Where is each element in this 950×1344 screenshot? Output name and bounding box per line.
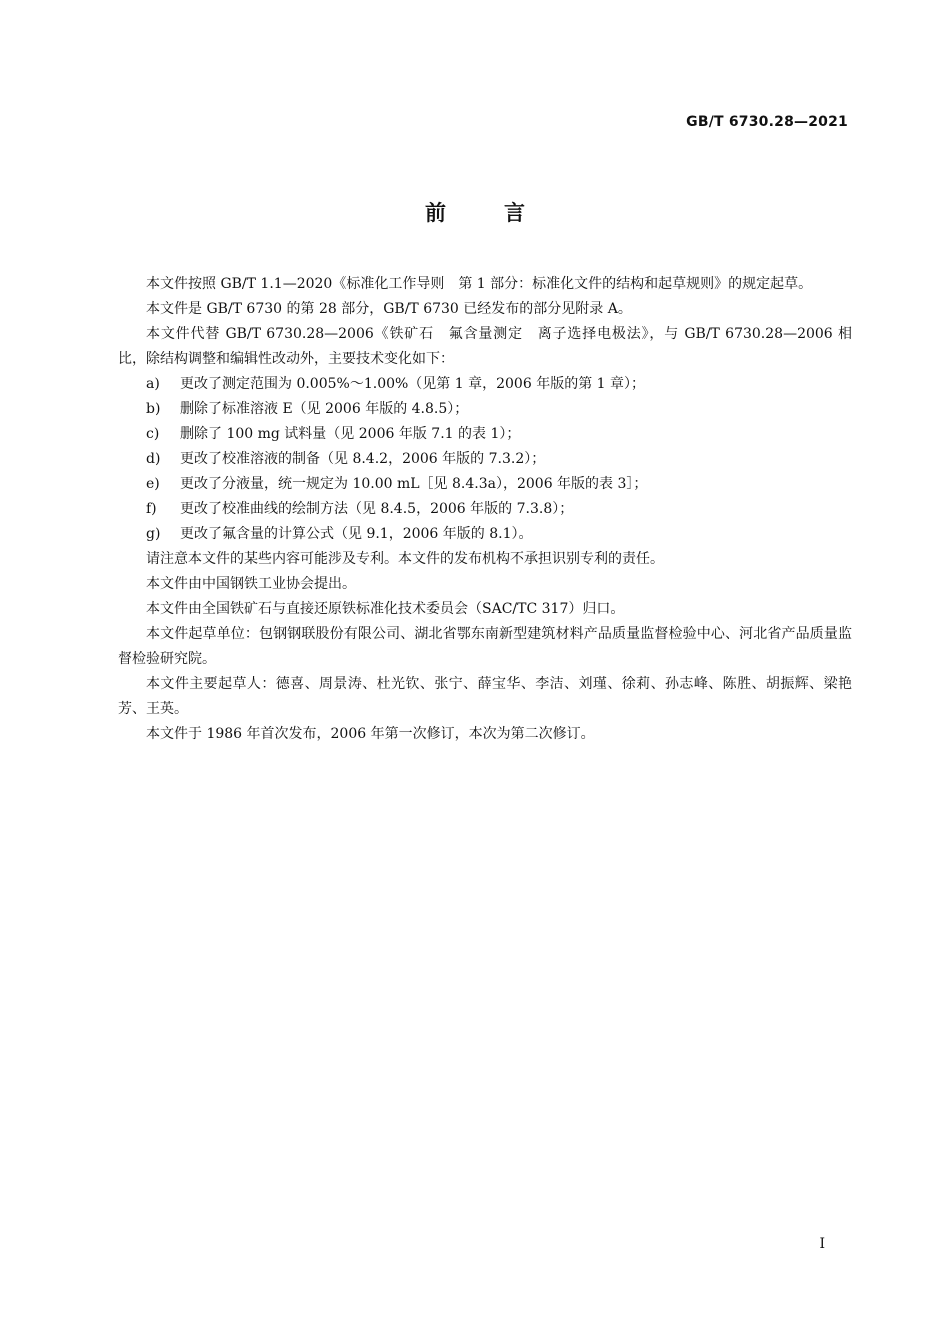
list-marker: e) <box>146 476 160 492</box>
paragraph-series-part: 本文件是 GB/T 6730 的第 28 部分，GB/T 6730 已经发布的部分见附录 A。 <box>146 301 632 317</box>
page-title: 前言 <box>425 201 583 225</box>
technical-changes-list <box>118 372 852 547</box>
list-text: 更改了测定范围为 0.005%～1.00%（见第 1 章，2006 年版的第 1 章）； <box>180 376 645 392</box>
list-text: 更改了分液量，统一规定为 10.00 mL［见 8.4.3a），2006 年版的表 3］； <box>180 476 648 492</box>
list-marker: b) <box>146 401 161 417</box>
list-item <box>118 397 852 422</box>
paragraph-proposer: 本文件由中国钢铁工业协会提出。 <box>146 576 356 592</box>
paragraph-drafting-rules: 本文件按照 GB/T 1.1—2020《标准化工作导则 第 1 部分：标准化文件的结构和起草规则》的规定起草。 <box>146 276 813 292</box>
document-body <box>118 272 852 747</box>
standard-number: GB/T 6730.28—2021 <box>686 114 848 130</box>
list-item <box>118 497 852 522</box>
paragraph-replacement: 本文件代替 GB/T 6730.28—2006《铁矿石 氟含量测定 离子选择电极法》，与 GB/T 6730.28—2006 相比，除结构调整和编辑性改动外，主要技术变化如下： <box>118 326 852 367</box>
paragraph-committee: 本文件由全国铁矿石与直接还原铁标准化技术委员会（SAC/TC 317）归口。 <box>146 601 625 617</box>
paragraph-patent-notice: 请注意本文件的某些内容可能涉及专利。本文件的发布机构不承担识别专利的责任。 <box>146 551 664 567</box>
list-text: 更改了校准曲线的绘制方法（见 8.4.5，2006 年版的 7.3.8）； <box>180 501 574 517</box>
list-item <box>118 472 852 497</box>
paragraph-history: 本文件于 1986 年首次发布，2006 年第一次修订，本次为第二次修订。 <box>146 726 595 742</box>
list-item <box>118 422 852 447</box>
list-text: 更改了校准溶液的制备（见 8.4.2，2006 年版的 7.3.2）； <box>180 451 546 467</box>
list-text: 删除了标准溶液 E（见 2006 年版的 4.8.5）； <box>180 401 469 417</box>
paragraph-drafting-units: 本文件起草单位：包钢钢联股份有限公司、湖北省鄂东南新型建筑材料产品质量监督检验中心、河北省产品质量监督检验研究院。 <box>118 626 852 667</box>
list-item <box>118 372 852 397</box>
list-text: 更改了氟含量的计算公式（见 9.1，2006 年版的 8.1）。 <box>180 526 533 542</box>
list-text: 删除了 100 mg 试料量（见 2006 年版 7.1 的表 1）； <box>180 426 521 442</box>
list-marker: g) <box>146 526 161 542</box>
list-item <box>118 447 852 472</box>
paragraph-drafters: 本文件主要起草人：德喜、周景涛、杜光钦、张宁、薛宝华、李洁、刘瑾、徐莉、孙志峰、陈胜、胡振辉、梁艳芳、王英。 <box>118 676 852 717</box>
list-marker: c) <box>146 426 160 442</box>
list-marker: d) <box>146 451 161 467</box>
list-item <box>118 522 852 547</box>
list-marker: f) <box>146 501 157 517</box>
page-number: I <box>819 1236 825 1252</box>
list-marker: a) <box>146 376 160 392</box>
